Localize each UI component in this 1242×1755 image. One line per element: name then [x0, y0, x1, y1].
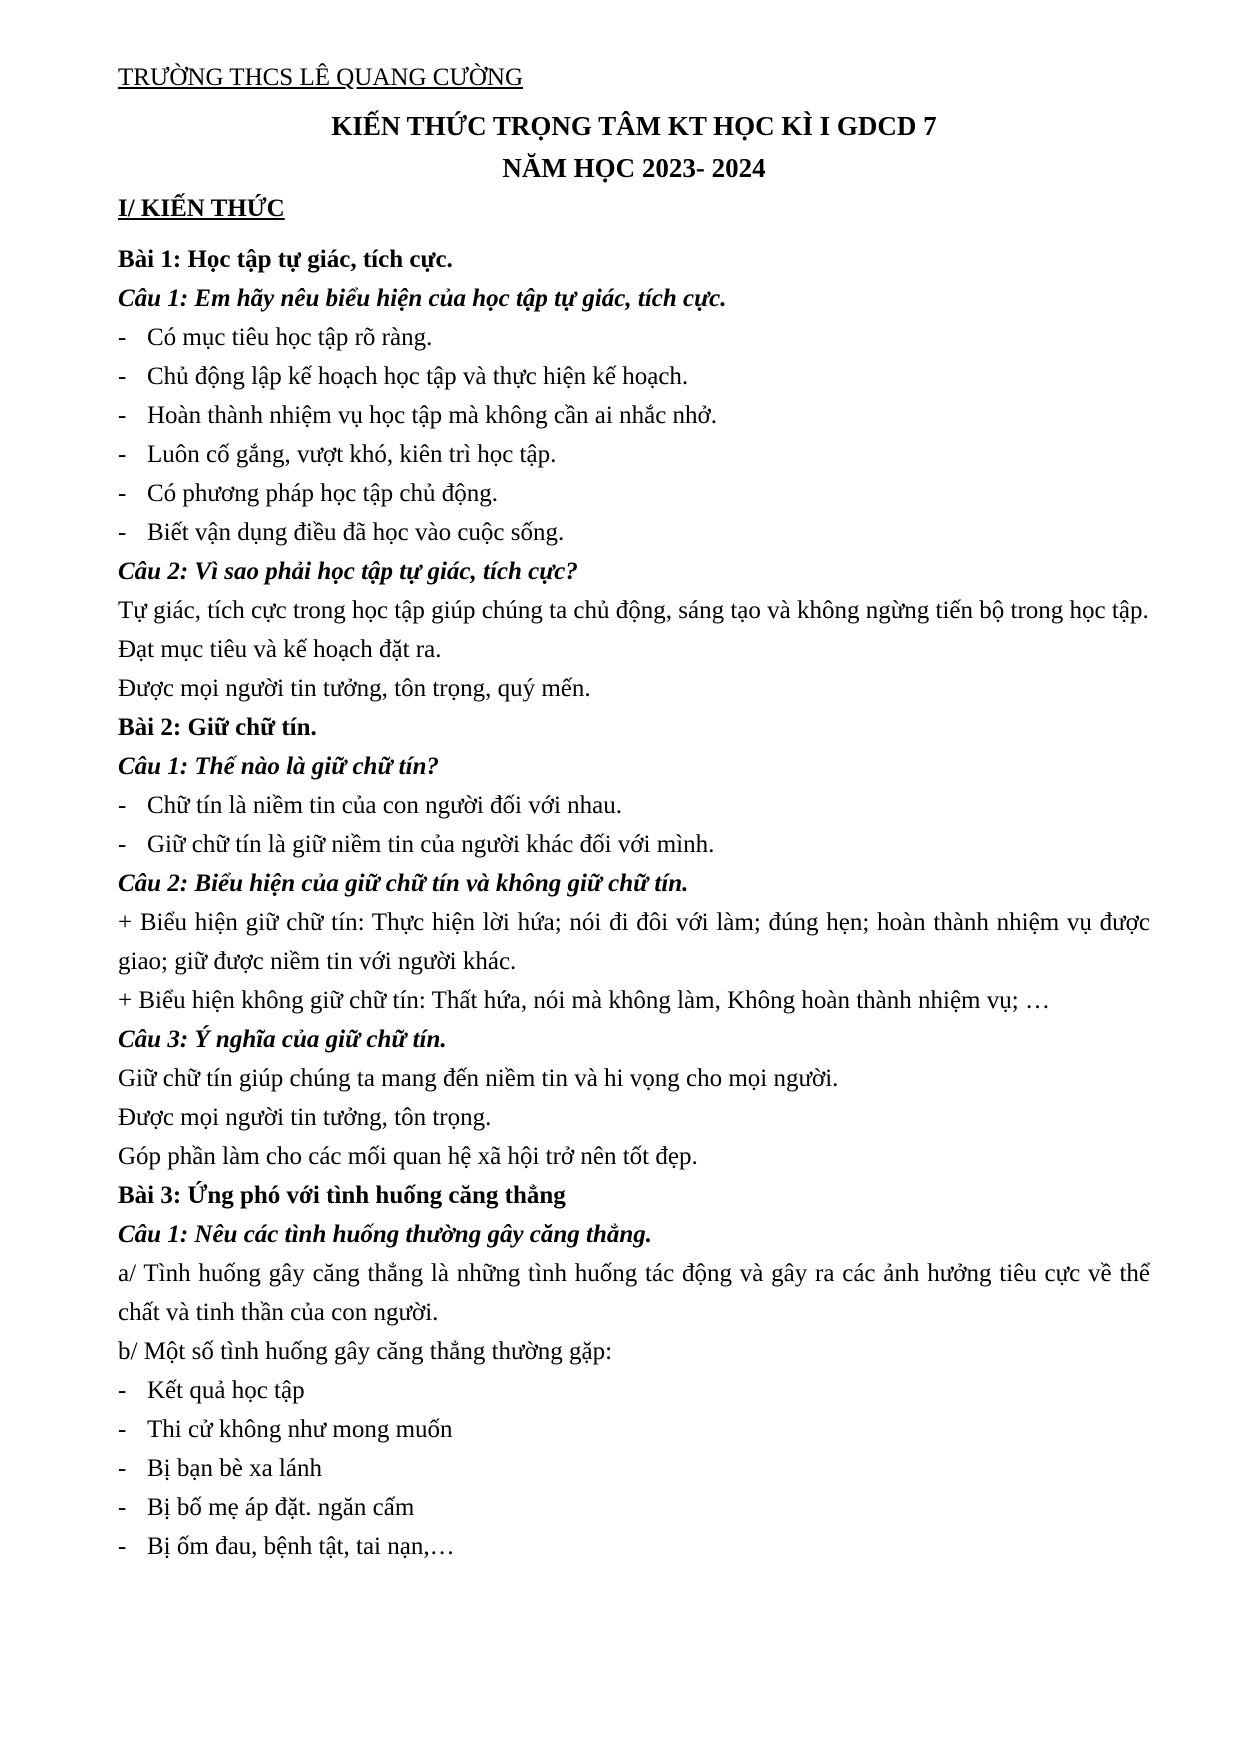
lesson-1-title: Bài 1: Học tập tự giác, tích cực.	[118, 246, 453, 273]
list-item: - Chủ động lập kế hoạch học tập và thực hiện kế hoạch.	[118, 363, 689, 390]
school-name: TRƯỜNG THCS LÊ QUANG CƯỜNG	[118, 64, 524, 91]
paragraph: Đạt mục tiêu và kế hoạch đặt ra.	[118, 636, 442, 663]
list-item: - Thi cử không như mong muốn	[118, 1416, 453, 1443]
paragraph: Giữ chữ tín giúp chúng ta mang đến niềm tin và hi vọng cho mọi người.	[118, 1065, 839, 1092]
lesson-3-question-1: Câu 1: Nêu các tình huống thường gây căng thẳng.	[118, 1221, 653, 1248]
list-item: - Bị bạn bè xa lánh	[118, 1455, 322, 1482]
list-item: - Bị bố mẹ áp đặt. ngăn cấm	[118, 1494, 415, 1521]
lesson-2-question-1-list	[118, 786, 1150, 864]
list-item: - Có mục tiêu học tập rõ ràng.	[118, 324, 433, 351]
section-heading: I/ KIẾN THỨC	[118, 195, 285, 222]
paragraph: + Biểu hiện giữ chữ tín: Thực hiện lời hứa; nói đi đôi với làm; đúng hẹn; hoàn thành nhiệm vụ được giao; giữ được niềm tin với người khác.	[118, 909, 1150, 975]
paragraph: + Biểu hiện không giữ chữ tín: Thất hứa, nói mà không làm, Không hoàn thành nhiệm vụ; …	[118, 987, 1050, 1014]
paragraph: b/ Một số tình huống gây căng thẳng thường gặp:	[118, 1338, 613, 1365]
school-year: NĂM HỌC 2023- 2024	[502, 153, 766, 183]
list-item: - Có phương pháp học tập chủ động.	[118, 480, 499, 507]
paragraph: Được mọi người tin tưởng, tôn trọng, quý mến.	[118, 675, 591, 702]
lesson-2-question-3: Câu 3: Ý nghĩa của giữ chữ tín.	[118, 1026, 447, 1053]
paragraph: Được mọi người tin tưởng, tôn trọng.	[118, 1104, 492, 1131]
list-item: - Luôn cố gắng, vượt khó, kiên trì học tập.	[118, 441, 557, 468]
lesson-2-question-2: Câu 2: Biểu hiện của giữ chữ tín và không giữ chữ tín.	[118, 870, 689, 897]
lesson-1-question-1: Câu 1: Em hãy nêu biểu hiện của học tập tự giác, tích cực.	[118, 285, 727, 312]
list-item: - Chữ tín là niềm tin của con người đối với nhau.	[118, 792, 622, 819]
list-item: - Bị ốm đau, bệnh tật, tai nạn,…	[118, 1533, 455, 1560]
list-item: - Hoàn thành nhiệm vụ học tập mà không cần ai nhắc nhở.	[118, 402, 718, 429]
lesson-3-question-1-list	[118, 1371, 1150, 1566]
paragraph: Góp phần làm cho các mối quan hệ xã hội trở nên tốt đẹp.	[118, 1143, 698, 1170]
lesson-2-title: Bài 2: Giữ chữ tín.	[118, 714, 317, 741]
paragraph: a/ Tình huống gây căng thẳng là những tình huống tác động và gây ra các ảnh hưởng tiêu cực về thể chất và tinh thần của con người.	[118, 1260, 1150, 1326]
list-item: - Kết quả học tập	[118, 1377, 305, 1404]
lesson-3-title: Bài 3: Ứng phó với tình huống căng thẳng	[118, 1182, 566, 1209]
lesson-1-question-2: Câu 2: Vì sao phải học tập tự giác, tích cực?	[118, 558, 578, 585]
list-item: - Biết vận dụng điều đã học vào cuộc sống.	[118, 519, 565, 546]
document-title: KIẾN THỨC TRỌNG TÂM KT HỌC KÌ I GDCD 7	[331, 111, 937, 141]
paragraph: Tự giác, tích cực trong học tập giúp chúng ta chủ động, sáng tạo và không ngừng tiến bộ trong học tập.	[118, 597, 1149, 624]
lesson-1-question-1-list	[118, 318, 1150, 552]
lesson-2-question-1: Câu 1: Thế nào là giữ chữ tín?	[118, 753, 439, 780]
list-item: - Giữ chữ tín là giữ niềm tin của người khác đối với mình.	[118, 831, 715, 858]
